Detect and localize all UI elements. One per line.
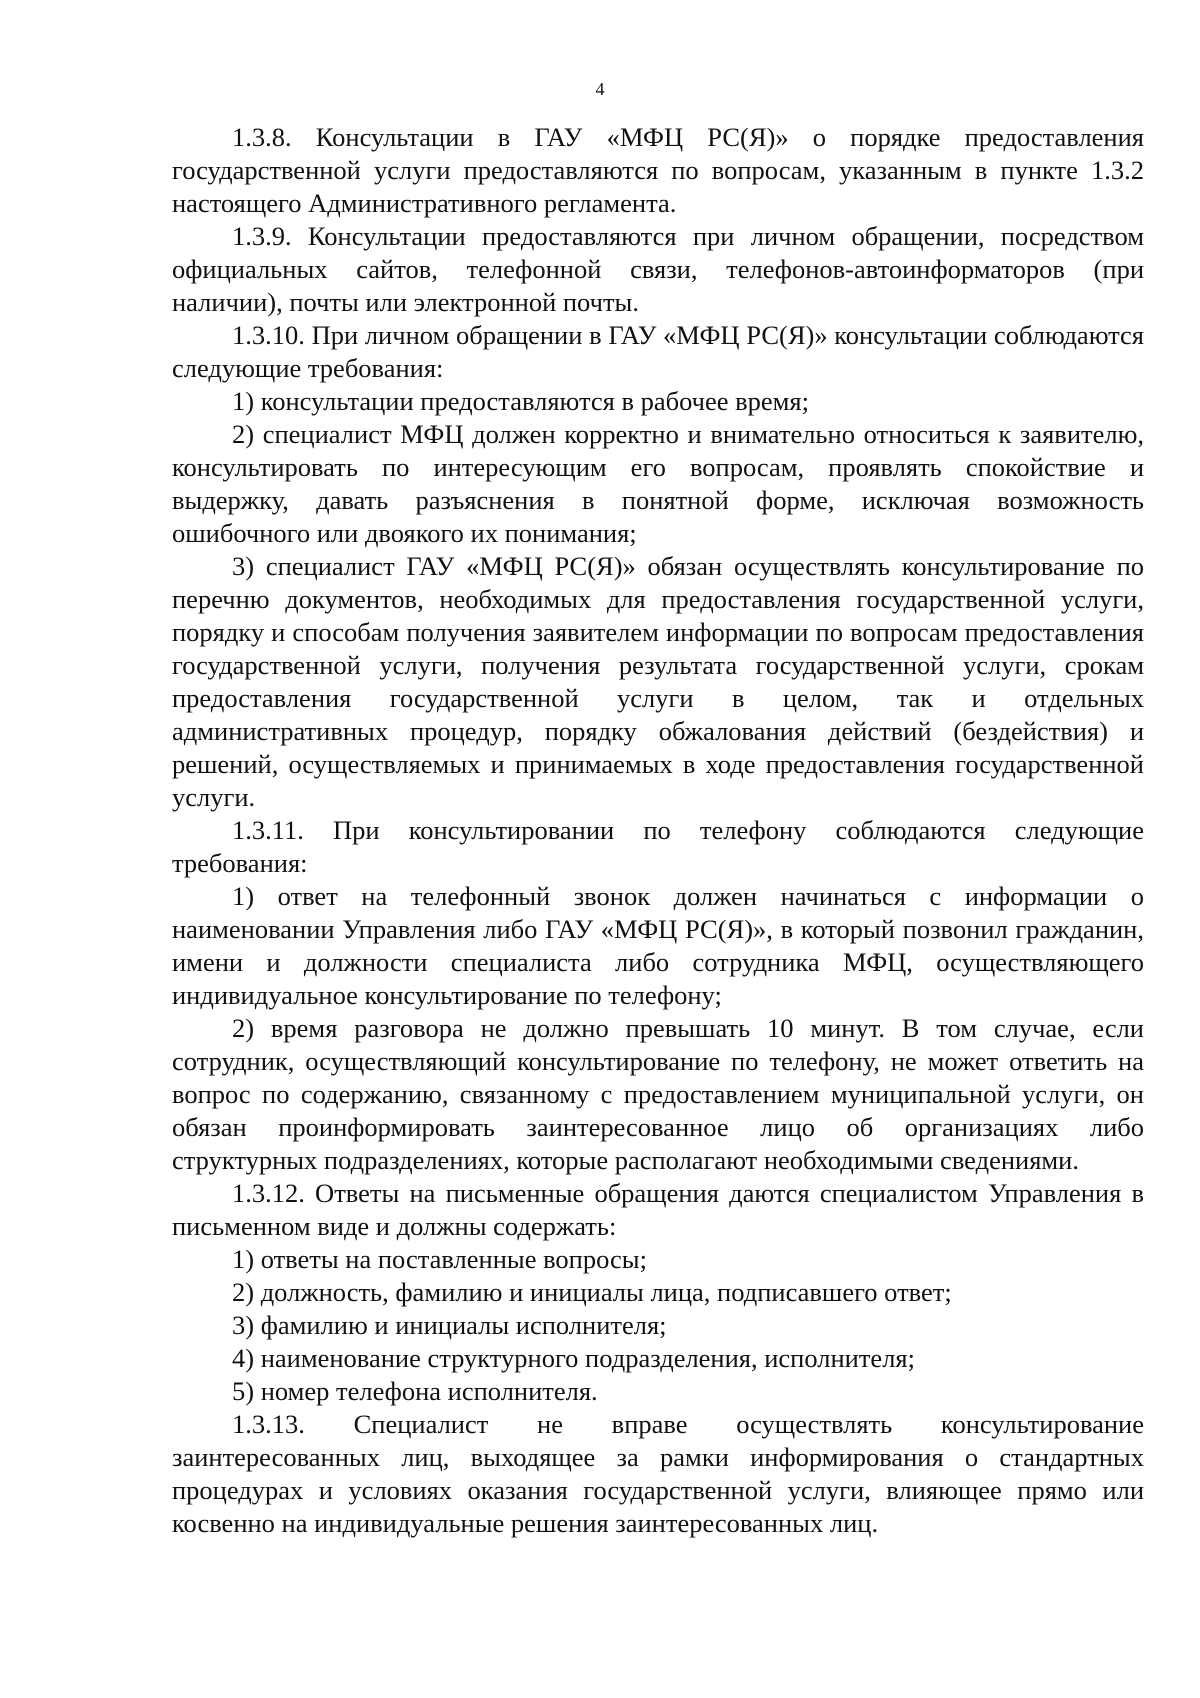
list-item: 4) наименование структурного подразделения, исполнителя; <box>232 1343 915 1373</box>
list-item: 1) ответ на телефонный звонок должен начинаться с информации о наименовании Управления либо ГАУ «МФЦ РС(Я)», в который позвонил гражданин, имени и должности специалиста либо сотрудника МФЦ, осуществляющего индивидуальное консультирование по телефону; <box>172 881 1144 1010</box>
paragraph-1-3-13: 1.3.13. Специалист не вправе осуществлять консультирование заинтересованных лиц, выходящее за рамки информирования о стандартных процедурах и условиях оказания государственной услуги, влияющее прямо или косвенно на индивидуальные решения заинтересованных лиц. <box>172 1409 1144 1538</box>
list-item: 2) специалист МФЦ должен корректно и внимательно относиться к заявителю, консультировать по интересующим его вопросам, проявлять спокойствие и выдержку, давать разъяснения в понятной форме, исключая возможность ошибочного или двоякого их понимания; <box>172 419 1144 548</box>
list-item: 1) ответы на поставленные вопросы; <box>232 1244 647 1274</box>
paragraph-1-3-11: 1.3.11. При консультировании по телефону соблюдаются следующие требования: <box>172 815 1144 878</box>
list-item: 3) фамилию и инициалы исполнителя; <box>232 1310 667 1340</box>
list-item: 2) время разговора не должно превышать 10 минут. В том случае, если сотрудник, осуществляющий консультирование по телефону, не может ответить на вопрос по содержанию, связанному с предоставлением муниципальной услуги, он обязан проинформировать заинтересованное лицо об организациях либо структурных подразделениях, которые располагают необходимыми сведениями. <box>172 1013 1144 1175</box>
list-item: 3) специалист ГАУ «МФЦ РС(Я)» обязан осуществлять консультирование по перечню документов, необходимых для предоставления государственной услуги, порядку и способам получения заявителем информации по вопросам предоставления государственной услуги, получения результата государственной услуги, срокам предоставления государственной услуги в целом, так и отдельных административных процедур, порядку обжалования действий (бездействия) и решений, осуществляемых и принимаемых в ходе предоставления государственной услуги. <box>172 551 1144 812</box>
list-item: 1) консультации предоставляются в рабочее время; <box>232 386 809 416</box>
list-item: 5) номер телефона исполнителя. <box>232 1376 598 1406</box>
paragraph-1-3-8: 1.3.8. Консультации в ГАУ «МФЦ РС(Я)» о порядке предоставления государственной услуги предоставляются по вопросам, указанным в пункте 1.3.2 настоящего Административного регламента. <box>172 122 1144 218</box>
paragraph-1-3-10: 1.3.10. При личном обращении в ГАУ «МФЦ РС(Я)» консультации соблюдаются следующие требования: <box>172 320 1144 383</box>
list-item: 2) должность, фамилию и инициалы лица, подписавшего ответ; <box>232 1277 952 1307</box>
document-body <box>172 121 1144 1540</box>
paragraph-1-3-12: 1.3.12. Ответы на письменные обращения даются специалистом Управления в письменном виде и должны содержать: <box>172 1178 1144 1241</box>
paragraph-1-3-9: 1.3.9. Консультации предоставляются при личном обращении, посредством официальных сайтов, телефонной связи, телефонов-автоинформаторов (при наличии), почты или электронной почты. <box>172 221 1144 317</box>
page-number: 4 <box>595 79 605 99</box>
